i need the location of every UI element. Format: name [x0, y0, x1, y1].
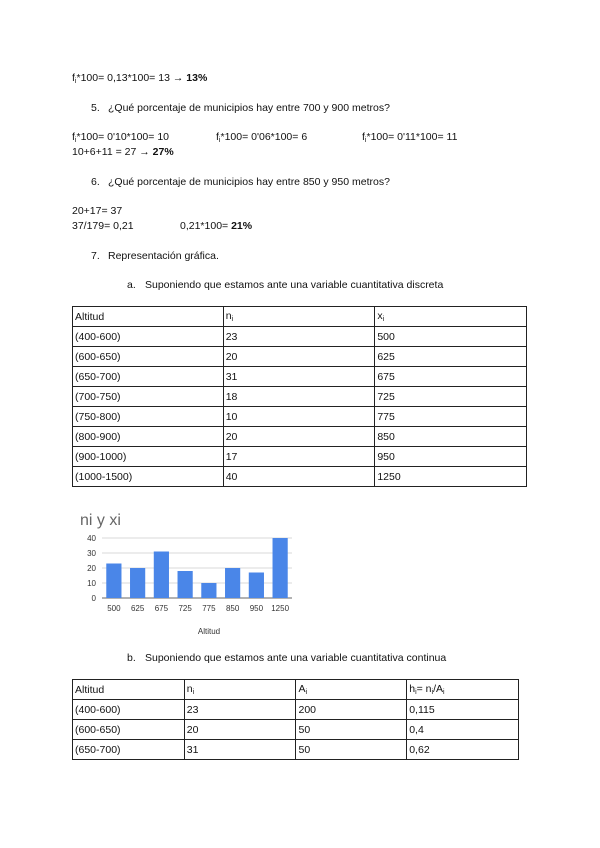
question-number: 6. — [91, 176, 100, 188]
table-cell: (900-1000) — [73, 447, 224, 467]
table-cell: (650-700) — [73, 367, 224, 387]
x-tick-label: 775 — [202, 604, 216, 613]
header-text: = n — [416, 683, 432, 695]
header-text: n — [186, 683, 193, 695]
q6-line-2b — [180, 220, 252, 232]
table-cell: 725 — [375, 387, 527, 407]
header-text: A — [298, 683, 306, 695]
bar — [130, 568, 145, 598]
table-cell: 31 — [184, 740, 296, 760]
calc-text: 0,21*100= — [180, 220, 232, 232]
chart-title: ni y xi — [80, 512, 121, 529]
table-row — [73, 700, 519, 720]
table-row — [73, 447, 527, 467]
question-7 — [91, 250, 219, 262]
subquestion-letter: b. — [127, 652, 136, 664]
header-text: x — [377, 310, 383, 322]
header-subscript: i — [382, 316, 385, 323]
table-row — [73, 367, 527, 387]
table-row — [73, 347, 527, 367]
calc-result: 21% — [231, 220, 253, 232]
x-tick-label: 950 — [249, 604, 264, 613]
x-tick-label: 500 — [107, 604, 121, 613]
table-cell: (400-600) — [73, 327, 224, 347]
fi-calc: *100= 0'11*100= 11 — [366, 131, 458, 143]
table-cell: 850 — [375, 427, 527, 447]
header-text: /A — [433, 683, 443, 695]
table-cell: 500 — [375, 327, 527, 347]
table-cell: (650-700) — [73, 740, 185, 760]
table-cell: 18 — [223, 387, 375, 407]
table-cell: 0,4 — [407, 720, 519, 740]
fi-percent-line — [72, 72, 207, 85]
fi-subscript: i — [74, 137, 77, 144]
x-tick-label: 675 — [154, 604, 169, 613]
table-cell: (800-900) — [73, 427, 224, 447]
header-ni — [223, 307, 375, 327]
bar — [273, 538, 288, 598]
q5-calc-a — [72, 131, 169, 144]
header-altitud — [73, 307, 224, 327]
header-xi — [375, 307, 527, 327]
table-cell: 17 — [223, 447, 375, 467]
fi-subscript: i — [364, 137, 367, 144]
table-cell: (400-600) — [73, 700, 185, 720]
subquestion-letter: a. — [127, 279, 136, 291]
question-6 — [91, 176, 390, 188]
header-subscript: i — [443, 689, 445, 696]
bar — [201, 583, 216, 598]
x-tick-label: 1250 — [271, 604, 290, 613]
bar — [178, 571, 193, 598]
table-cell: 23 — [184, 700, 296, 720]
question-text: ¿Qué porcentaje de municipios hay entre 850 y 950 metros? — [108, 176, 390, 188]
arrow: → — [169, 72, 187, 84]
header-text: h — [409, 683, 416, 695]
question-number: 5. — [91, 102, 100, 114]
table-row — [73, 427, 527, 447]
question-text: ¿Qué porcentaje de municipios hay entre 700 y 900 metros? — [108, 102, 390, 114]
header-hi — [407, 680, 519, 700]
discrete-table-body — [73, 307, 527, 487]
header-subscript: i — [415, 689, 417, 696]
q6-line-1: 20+17= 37 — [72, 205, 123, 217]
y-tick-label: 20 — [87, 564, 96, 573]
chart-x-axis-title: Altitud — [197, 627, 221, 636]
table-row — [73, 387, 527, 407]
y-tick-label: 30 — [87, 549, 96, 558]
header-text: n — [225, 310, 232, 322]
subquestion-text: Suponiendo que estamos ante una variable cuantitativa discreta — [145, 279, 444, 291]
header-subscript: i — [231, 316, 234, 323]
fi-label: f — [72, 131, 75, 143]
continuous-table — [72, 679, 519, 760]
table-cell: 0,115 — [407, 700, 519, 720]
table-row — [73, 467, 527, 487]
subquestion-text: Suponiendo que estamos ante una variable cuantitativa continua — [145, 652, 447, 664]
bar-chart — [80, 530, 305, 640]
q5-calc-c — [362, 131, 457, 144]
table-cell: 31 — [223, 367, 375, 387]
header-text: Altitud — [75, 683, 105, 696]
table-cell: 950 — [375, 447, 527, 467]
table-cell: 50 — [296, 720, 407, 740]
chart-y-tick-labels — [87, 534, 96, 603]
subquestion-b — [127, 652, 447, 664]
bar — [225, 568, 240, 598]
table-cell: 1250 — [375, 467, 527, 487]
table-row — [73, 720, 519, 740]
fi-label: f — [216, 131, 219, 143]
table-header-row — [73, 680, 519, 700]
question-5 — [91, 102, 390, 114]
q5-sum — [72, 146, 174, 158]
table-cell: 50 — [296, 740, 407, 760]
fi-calc: *100= 0,13*100= 13 — [76, 72, 170, 84]
table-row — [73, 407, 527, 427]
q6-line-2a: 37/179= 0,21 — [72, 220, 134, 232]
table-cell: 625 — [375, 347, 527, 367]
continuous-table-body — [73, 680, 519, 760]
q5-calc-b — [216, 131, 307, 144]
table-cell: 23 — [223, 327, 375, 347]
question-text: Representación gráfica. — [108, 250, 219, 262]
header-text: Altitud — [75, 310, 105, 323]
bar — [249, 573, 264, 599]
bar — [106, 564, 121, 599]
discrete-table — [72, 306, 527, 487]
table-cell: 775 — [375, 407, 527, 427]
y-tick-label: 0 — [91, 594, 96, 603]
header-altitud — [73, 680, 185, 700]
table-header-row — [73, 307, 527, 327]
fi-subscript: i — [218, 137, 221, 144]
table-cell: 675 — [375, 367, 527, 387]
y-tick-label: 40 — [87, 534, 96, 543]
arrow: → — [136, 146, 153, 158]
header-subscript: i — [192, 689, 195, 696]
table-cell: (700-750) — [73, 387, 224, 407]
header-ai — [296, 680, 407, 700]
x-tick-label: 625 — [130, 604, 145, 613]
bar — [154, 552, 169, 599]
fi-subscript: i — [74, 78, 77, 85]
x-tick-label: 850 — [225, 604, 240, 613]
fi-calc: *100= 0'06*100= 6 — [220, 131, 308, 143]
sum-result: 27% — [152, 146, 174, 158]
header-subscript: i — [305, 689, 308, 696]
chart-x-tick-labels — [107, 604, 289, 613]
table-row — [73, 327, 527, 347]
table-cell: (600-650) — [73, 347, 224, 367]
fi-result: 13% — [186, 72, 208, 84]
header-subscript: i — [431, 689, 434, 696]
table-cell: (750-800) — [73, 407, 224, 427]
table-cell: (1000-1500) — [73, 467, 224, 487]
header-ni — [184, 680, 296, 700]
fi-label: f — [362, 131, 365, 143]
sum-text: 10+6+11 = 27 — [72, 146, 137, 158]
table-cell: 20 — [184, 720, 296, 740]
table-cell: (600-650) — [73, 720, 185, 740]
table-cell: 200 — [296, 700, 407, 720]
x-tick-label: 725 — [178, 604, 192, 613]
table-row — [73, 740, 519, 760]
fi-label: f — [72, 72, 75, 84]
y-tick-label: 10 — [87, 579, 96, 588]
table-cell: 0,62 — [407, 740, 519, 760]
table-cell: 20 — [223, 427, 375, 447]
table-cell: 40 — [223, 467, 375, 487]
table-cell: 20 — [223, 347, 375, 367]
subquestion-a — [127, 279, 444, 291]
table-cell: 10 — [223, 407, 375, 427]
fi-calc: *100= 0'10*100= 10 — [76, 131, 169, 143]
question-number: 7. — [91, 250, 100, 262]
